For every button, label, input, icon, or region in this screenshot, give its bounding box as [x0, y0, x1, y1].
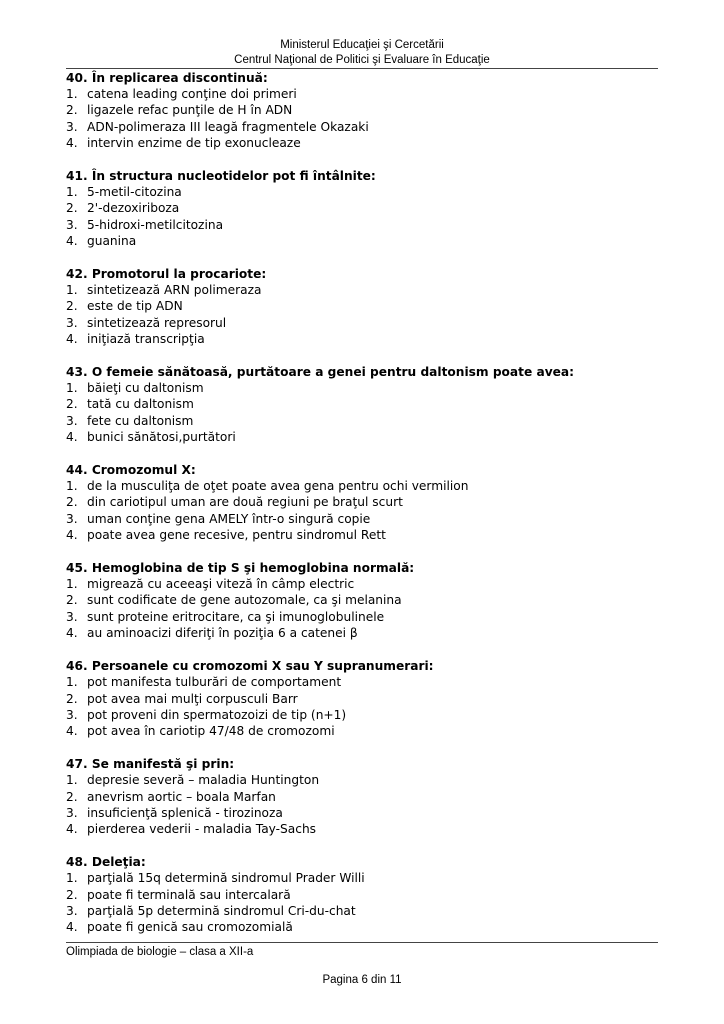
option	[66, 789, 666, 805]
option-number: 4.	[66, 331, 78, 346]
option-number: 4.	[66, 625, 78, 640]
questions-list	[66, 70, 666, 935]
option-text: este de tip ADN	[87, 299, 183, 314]
option-text: sunt proteine eritrocitare, ca şi imunoglobulinele	[87, 609, 385, 624]
option-number: 2.	[66, 887, 78, 902]
option	[66, 772, 666, 788]
option-number: 1.	[66, 577, 78, 592]
option	[66, 674, 666, 690]
question-42	[66, 266, 666, 347]
question-45	[66, 560, 666, 641]
question-title: 41. În structura nucleotidelor pot fi întâlnite:	[66, 169, 376, 184]
question-41	[66, 168, 666, 249]
option-text: de la musculiţa de oţet poate avea gena pentru ochi vermilion	[87, 479, 469, 494]
option-text: ADN-polimeraza III leagă fragmentele Okazaki	[87, 119, 369, 134]
question-title: 47. Se manifestă şi prin:	[66, 757, 235, 772]
footer-divider	[66, 942, 658, 943]
option-number: 1.	[66, 675, 78, 690]
option-text: 5-hidroxi-metilcitozina	[87, 217, 224, 232]
option-text: depresie severă – maladia Huntington	[87, 773, 320, 788]
option-text: intervin enzime de tip exonucleaze	[87, 135, 301, 150]
option-number: 4.	[66, 527, 78, 542]
option-text: guanina	[87, 233, 137, 248]
option-text: pierderea vederii - maladia Tay-Sachs	[87, 821, 317, 836]
option	[66, 723, 666, 739]
option-number: 3.	[66, 903, 78, 918]
option	[66, 331, 666, 347]
option-text: au aminoacizi diferiţi în poziţia 6 a catenei β	[87, 625, 358, 640]
question-44	[66, 462, 666, 543]
option	[66, 707, 666, 723]
option	[66, 298, 666, 314]
option-text: insuficienţă splenică - tirozinoza	[87, 805, 283, 820]
option-number: 4.	[66, 821, 78, 836]
option	[66, 380, 666, 396]
option-text: catena leading conţine doi primeri	[87, 87, 297, 102]
option	[66, 217, 666, 233]
option-text: fete cu daltonism	[87, 413, 194, 428]
option-number: 3.	[66, 805, 78, 820]
option-number: 3.	[66, 119, 78, 134]
option-text: sintetizează represorul	[87, 315, 227, 330]
option-text: parţială 5p determină sindromul Cri-du-chat	[87, 903, 356, 918]
option	[66, 821, 666, 837]
footer-title: Olimpiada de biologie – clasa a XII-a	[66, 946, 254, 958]
option-number: 1.	[66, 871, 78, 886]
option-number: 3.	[66, 511, 78, 526]
option	[66, 102, 666, 118]
option	[66, 478, 666, 494]
option-number: 2.	[66, 691, 78, 706]
page-header	[66, 38, 658, 68]
option	[66, 691, 666, 707]
question-title: 44. Cromozomul X:	[66, 463, 196, 478]
option-text: sunt codificate de gene autozomale, ca şi melanina	[87, 593, 402, 608]
option-text: ligazele refac punţile de H în ADN	[87, 103, 293, 118]
option-text: anevrism aortic – boala Marfan	[87, 789, 276, 804]
option	[66, 184, 666, 200]
option	[66, 919, 666, 935]
option-text: 5-metil-citozina	[87, 185, 182, 200]
header-ministry: Ministerul Educaţiei şi Cercetării	[280, 39, 444, 51]
option-number: 3.	[66, 609, 78, 624]
option	[66, 86, 666, 102]
option	[66, 135, 666, 151]
option-text: iniţiază transcripţia	[87, 331, 205, 346]
option	[66, 413, 666, 429]
option	[66, 887, 666, 903]
option-text: uman conţine gena AMELY într-o singură copie	[87, 511, 371, 526]
option	[66, 494, 666, 510]
header-divider	[66, 68, 658, 69]
option-text: poate fi terminală sau intercalară	[87, 887, 291, 902]
option-number: 3.	[66, 707, 78, 722]
option-text: sintetizează ARN polimeraza	[87, 283, 262, 298]
option-text: pot proveni din spermatozoizi de tip (n+1)	[87, 707, 347, 722]
option-text: pot manifesta tulburări de comportament	[87, 675, 342, 690]
question-46	[66, 658, 666, 739]
option-text: din cariotipul uman are două regiuni pe braţul scurt	[87, 495, 403, 510]
option-number: 2.	[66, 299, 78, 314]
option-text: pot avea în cariotip 47/48 de cromozomi	[87, 723, 335, 738]
option-number: 4.	[66, 233, 78, 248]
option-text: migrează cu aceeaşi viteză în câmp electric	[87, 577, 355, 592]
option-number: 3.	[66, 413, 78, 428]
option-number: 2.	[66, 789, 78, 804]
option-number: 2.	[66, 103, 78, 118]
option	[66, 903, 666, 919]
option-number: 3.	[66, 315, 78, 330]
option	[66, 200, 666, 216]
question-title: 48. Deleţia:	[66, 855, 146, 870]
option-text: băieţi cu daltonism	[87, 381, 204, 396]
option	[66, 315, 666, 331]
option-number: 2.	[66, 201, 78, 216]
option-number: 2.	[66, 593, 78, 608]
option-text: pot avea mai mulţi corpusculi Barr	[87, 691, 298, 706]
option-number: 1.	[66, 283, 78, 298]
option	[66, 576, 666, 592]
option-text: 2'-dezoxiriboza	[87, 201, 180, 216]
option	[66, 625, 666, 641]
question-48	[66, 854, 666, 935]
option-number: 1.	[66, 773, 78, 788]
option-text: bunici sănătosi,purtători	[87, 429, 236, 444]
option-number: 2.	[66, 495, 78, 510]
option	[66, 527, 666, 543]
question-40	[66, 70, 666, 151]
option	[66, 609, 666, 625]
question-title: 45. Hemoglobina de tip S şi hemoglobina normală:	[66, 561, 415, 576]
option	[66, 429, 666, 445]
question-title: 40. În replicarea discontinuă:	[66, 71, 268, 85]
page-number: Pagina 6 din 11	[322, 974, 402, 986]
question-title: 46. Persoanele cu cromozomi X sau Y supranumerari:	[66, 659, 434, 674]
option-text: poate fi genică sau cromozomială	[87, 919, 293, 934]
option-text: poate avea gene recesive, pentru sindromul Rett	[87, 527, 386, 542]
option	[66, 592, 666, 608]
option	[66, 511, 666, 527]
option	[66, 805, 666, 821]
question-title: 42. Promotorul la procariote:	[66, 267, 267, 282]
option-number: 4.	[66, 429, 78, 444]
question-47	[66, 756, 666, 837]
header-center: Centrul Naţional de Politici şi Evaluare în Educaţie	[234, 54, 490, 66]
option-number: 1.	[66, 479, 78, 494]
option	[66, 870, 666, 886]
option-number: 1.	[66, 185, 78, 200]
option-number: 2.	[66, 397, 78, 412]
question-title: 43. O femeie sănătoasă, purtătoare a genei pentru daltonism poate avea:	[66, 365, 575, 380]
option-number: 4.	[66, 723, 78, 738]
option-number: 1.	[66, 381, 78, 396]
option-text: tată cu daltonism	[87, 397, 194, 412]
option-number: 4.	[66, 919, 78, 934]
option-number: 1.	[66, 87, 78, 102]
option	[66, 119, 666, 135]
question-43	[66, 364, 666, 445]
option-number: 4.	[66, 135, 78, 150]
option	[66, 396, 666, 412]
option-number: 3.	[66, 217, 78, 232]
option-text: parţială 15q determină sindromul Prader Willi	[87, 871, 365, 886]
option	[66, 233, 666, 249]
option	[66, 282, 666, 298]
